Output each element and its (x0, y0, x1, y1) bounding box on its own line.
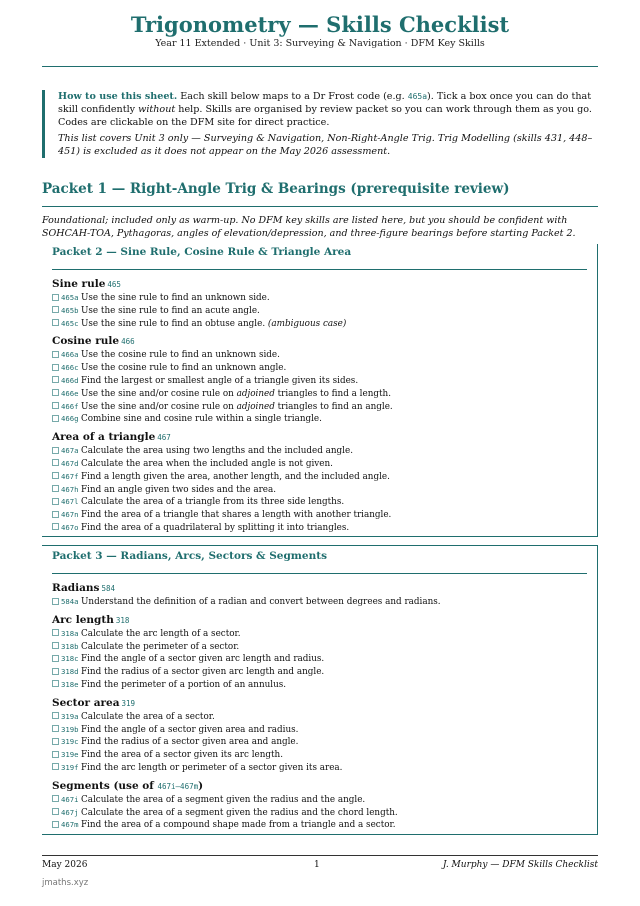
skill-description-tail: triangles to find a length. (274, 388, 391, 399)
skill-description: Use the sine rule to find an unknown side. (81, 293, 270, 303)
packet3-title: Packet 3 — Radians, Arcs, Sectors & Segments (52, 550, 327, 562)
skill-item (52, 362, 591, 375)
skill-code[interactable]: 465a (61, 293, 79, 302)
footer-date: May 2026 (42, 860, 88, 870)
skill-code[interactable]: 467i (61, 794, 79, 804)
skill-checkbox[interactable] (52, 376, 59, 383)
skill-checkbox[interactable] (52, 306, 59, 313)
skill-checkbox[interactable] (52, 725, 59, 732)
skill-item (52, 596, 591, 609)
skill-checkbox[interactable] (52, 485, 59, 492)
section-heading (52, 612, 591, 628)
section-skill-code[interactable]: 584 (101, 584, 115, 593)
skill-checkbox[interactable] (52, 319, 59, 326)
skill-description: Calculate the arc length of a sector. (81, 628, 241, 639)
skill-code[interactable]: 466a (61, 350, 79, 360)
skill-checkbox[interactable] (52, 294, 59, 301)
skill-code[interactable]: 318b (61, 641, 79, 651)
skill-checkbox[interactable] (52, 523, 59, 530)
skill-code[interactable]: 319f (61, 762, 79, 772)
section-heading-text: Segments (use of (52, 779, 158, 792)
skill-code[interactable]: 467f (61, 471, 79, 481)
skill-item (52, 292, 591, 305)
footer-page-number: 1 (314, 860, 320, 870)
section-heading (52, 778, 591, 794)
skill-checkbox[interactable] (52, 498, 59, 505)
packet3-divider (52, 573, 587, 574)
skill-description: Use the sine rule to find an acute angle. (81, 305, 260, 316)
packet3-box (42, 545, 598, 835)
skill-item (52, 471, 591, 484)
skill-code[interactable]: 466d (61, 375, 79, 385)
footer-divider (42, 855, 598, 856)
section-heading-tail: ) (198, 779, 204, 792)
scope-note: This list covers Unit 3 only — Surveying & Navigation, Non-Right-Angle Trig. Trig Modelling (skills 431, 448–451) is excluded as it does not appear on the May 2026 assessment. (58, 132, 593, 157)
skill-item (52, 388, 591, 401)
section-heading-text: Sine rule (52, 278, 106, 290)
skill-checkbox[interactable] (52, 712, 59, 719)
skill-code[interactable]: 318a (61, 628, 79, 638)
section-skill-code[interactable]: 467i–467m (157, 781, 199, 791)
example-skill-code[interactable]: 465a (407, 92, 428, 101)
skill-checkbox[interactable] (52, 511, 59, 518)
skill-description: Find the arc length or perimeter of a sector given its area. (81, 762, 343, 773)
skill-code[interactable]: 319e (61, 750, 79, 760)
skill-description: Calculate the perimeter of a sector. (81, 641, 240, 652)
site-watermark: jmaths.xyz (42, 878, 89, 888)
packet1-description: Foundational; included only as warm-up. No DFM key skills are listed here, but you should be confident with SOHCAH-TOA, Pythagoras, angles of elevation/depression, and three-figure bearings before starting Packet 2. (42, 215, 576, 239)
skill-item (52, 653, 591, 666)
how-to-callout (42, 90, 606, 158)
skill-description: Calculate the area of a triangle from its three side lengths. (81, 497, 345, 508)
skill-checkbox[interactable] (52, 402, 59, 409)
skill-item (52, 458, 591, 471)
header-divider (42, 66, 598, 67)
packet2-title: Packet 2 — Sine Rule, Cosine Rule & Triangle Area (52, 246, 352, 258)
skill-item (52, 749, 591, 762)
skill-description: Find the largest or smallest angle of a triangle given its sides. (81, 375, 359, 386)
skill-checkbox[interactable] (52, 629, 59, 636)
skill-emphasis: adjoined (236, 388, 275, 399)
skill-checkbox[interactable] (52, 751, 59, 758)
packet1-title: Packet 1 — Right-Angle Trig & Bearings (prerequisite review) (42, 181, 510, 197)
section-heading-text: Cosine rule (52, 335, 120, 348)
section-heading (52, 695, 591, 711)
skill-checkbox[interactable] (52, 364, 59, 371)
skill-code[interactable]: 466f (61, 401, 79, 411)
how-to-text-1: Each skill below maps to a Dr Frost code (e.g. (177, 91, 408, 102)
skill-item (52, 401, 591, 414)
skill-description: Calculate the area using two lengths and the included angle. (81, 446, 353, 457)
skill-code[interactable]: 466e (61, 388, 79, 398)
skill-checkbox[interactable] (52, 668, 59, 675)
skill-description: Find the angle of a sector given arc length and radius. (81, 654, 325, 665)
section-heading (52, 276, 591, 292)
skill-item (52, 666, 591, 679)
skill-item (52, 349, 591, 362)
skill-item (52, 522, 591, 535)
skill-checkbox[interactable] (52, 351, 59, 358)
skill-description: Find the area of a quadrilateral by splitting it into triangles. (81, 522, 350, 533)
skill-description: Use the sine and/or cosine rule on (81, 401, 237, 412)
skill-description: Calculate the area of a segment given the radius and the angle. (81, 794, 366, 805)
skill-item (52, 496, 591, 509)
skill-code[interactable]: 466g (61, 414, 79, 424)
skill-checkbox[interactable] (52, 459, 59, 466)
skill-code[interactable]: 467h (61, 484, 79, 494)
section-skill-code[interactable]: 465 (107, 280, 121, 289)
skill-item (52, 724, 591, 737)
skill-checkbox[interactable] (52, 738, 59, 745)
skill-description: Find an angle given two sides and the area. (81, 484, 277, 495)
skill-code[interactable]: 467a (61, 446, 79, 456)
skill-description: Use the sine and/or cosine rule on (81, 388, 237, 399)
how-to-text-3: help. Skills are organised by review packet so you can work through them as you go. Codes are clickable on the DFM site for direct practice. (58, 104, 592, 129)
skill-description: Use the sine rule to find an obtuse angle. (81, 318, 268, 329)
packet2-skills (52, 273, 591, 535)
skill-code[interactable]: 318d (61, 667, 79, 677)
skill-item (52, 305, 591, 318)
footer-author: J. Murphy — DFM Skills Checklist (442, 860, 598, 870)
section-skill-code[interactable]: 467 (157, 433, 171, 443)
how-to-lead: How to use this sheet. (58, 91, 178, 102)
section-heading (52, 580, 591, 596)
skill-checkbox[interactable] (52, 763, 59, 770)
section-heading-text: Sector area (52, 696, 120, 709)
skill-description: Find the perimeter of a portion of an annulus. (81, 679, 287, 690)
skill-item (52, 509, 591, 522)
skill-checkbox[interactable] (52, 389, 59, 396)
skill-checkbox[interactable] (52, 472, 59, 479)
skill-checkbox[interactable] (52, 415, 59, 422)
skill-code[interactable]: 467l (61, 497, 79, 507)
skill-code[interactable]: 467j (61, 807, 79, 817)
skill-emphasis: adjoined (236, 401, 275, 412)
skill-item (52, 711, 591, 724)
skill-code[interactable]: 465b (61, 305, 79, 315)
skill-item (52, 641, 591, 654)
skill-checkbox[interactable] (52, 447, 59, 454)
how-to-emphasis: without (138, 104, 176, 116)
skill-code[interactable]: 466c (61, 363, 79, 373)
skill-code[interactable]: 467d (61, 458, 79, 468)
packet3-skills (52, 577, 591, 832)
skill-checkbox[interactable] (52, 821, 59, 828)
skill-checkbox[interactable] (52, 598, 59, 605)
skill-item (52, 413, 591, 426)
skill-description: Use the cosine rule to find an unknown side. (81, 350, 280, 361)
skill-item (52, 736, 591, 749)
skill-item (52, 762, 591, 775)
skill-emphasis: (ambiguous case) (267, 318, 347, 329)
skill-checkbox[interactable] (52, 642, 59, 649)
skill-description: Calculate the area of a sector. (81, 711, 215, 722)
skill-item (52, 628, 591, 641)
packet1-divider (42, 206, 598, 207)
skill-code[interactable]: 319b (61, 724, 79, 734)
skill-checkbox[interactable] (52, 655, 59, 662)
skill-item (52, 445, 591, 458)
section-heading-text: Area of a triangle (52, 431, 156, 444)
section-heading-text: Radians (52, 582, 100, 594)
packet2-divider (52, 269, 587, 270)
skill-item (52, 375, 591, 388)
skill-checkbox[interactable] (52, 808, 59, 815)
section-skill-code[interactable]: 318 (115, 615, 130, 625)
skill-description: Calculate the area when the included angle is not given. (81, 458, 333, 469)
skill-code[interactable]: 318e (61, 679, 79, 689)
skill-item (52, 819, 591, 832)
section-heading (52, 429, 591, 445)
skill-code[interactable]: 467n (61, 510, 79, 520)
skill-checkbox[interactable] (52, 795, 59, 802)
packet2-box (42, 244, 598, 537)
skill-description: Understand the definition of a radian and convert between degrees and radians. (81, 597, 441, 607)
skill-description: Find the area of a sector given its arc length. (81, 750, 284, 761)
skill-code[interactable]: 465c (61, 318, 79, 328)
skill-description: Find the area of a triangle that shares a length with another triangle. (81, 510, 392, 521)
skill-description: Find the angle of a sector given area and radius. (81, 724, 299, 735)
how-to-paragraph (58, 90, 606, 130)
page-subtitle: Year 11 Extended · Unit 3: Surveying & Navigation · DFM Key Skills (155, 38, 485, 49)
skill-code[interactable]: 318c (61, 654, 79, 664)
skill-description: Find a length given the area, another length, and the included angle. (81, 471, 390, 482)
skill-item (52, 807, 591, 820)
skill-code[interactable]: 467o (61, 522, 79, 532)
skill-description: Use the cosine rule to find an unknown angle. (81, 363, 287, 374)
page-title: Trigonometry — Skills Checklist (130, 12, 510, 37)
skill-item (52, 794, 591, 807)
skill-description: Find the area of a compound shape made from a triangle and a sector. (81, 820, 396, 831)
section-heading (52, 333, 591, 349)
skill-code[interactable]: 319c (61, 737, 79, 747)
section-skill-code[interactable]: 466 (121, 337, 135, 347)
skill-description: Calculate the area of a segment given the radius and the chord length. (81, 807, 398, 818)
skill-item (52, 318, 591, 331)
skill-checkbox[interactable] (52, 680, 59, 687)
skill-description: Combine sine and cosine rule within a single triangle. (81, 414, 322, 425)
skill-description: Find the radius of a sector given arc length and angle. (81, 667, 325, 678)
skill-description: Find the radius of a sector given area and angle. (81, 737, 299, 748)
skill-item (52, 679, 591, 692)
section-heading-text: Arc length (52, 613, 114, 626)
skill-item (52, 484, 591, 497)
skill-code[interactable]: 319a (61, 711, 79, 721)
skill-code[interactable]: 584a (61, 597, 79, 606)
section-skill-code[interactable]: 319 (121, 698, 136, 708)
skill-description-tail: triangles to find an angle. (274, 401, 393, 412)
how-to-text-2: ). Tick a box once you can do that skill confidently (58, 91, 592, 116)
skill-code[interactable]: 467m (61, 820, 79, 830)
